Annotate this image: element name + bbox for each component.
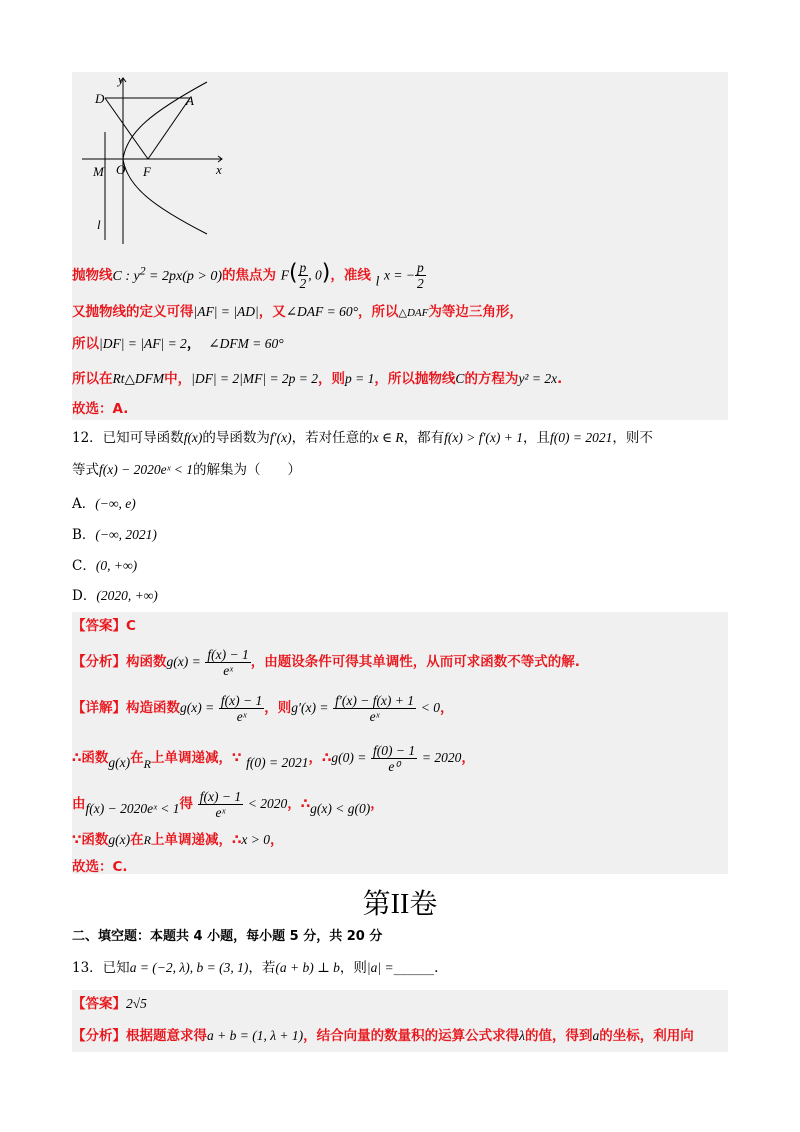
sol12-detail-2: ∴函数g(x)在R上单调递减，∵ f(0) = 2021，∴g(0) = $\frac{f(0) - 1}{\text{e⁰}}$ = 2020， bbox=[72, 742, 475, 774]
q12-option-d: D．(2020, +∞) bbox=[72, 588, 158, 604]
q12-option-a: A．(−∞, e) bbox=[72, 496, 136, 512]
section-title: 第II卷 bbox=[362, 889, 438, 920]
label-M: M bbox=[93, 164, 104, 179]
sol12-detail-5: 故选：C. bbox=[72, 859, 128, 875]
q12-option-b: B．(−∞, 2021) bbox=[72, 527, 157, 543]
sol11-line1: 抛物线C : $y^2 = 2px(p > 0)$的焦点为 F( $\frac{p}{2}$ , 0)，准线 l x = − $\frac{p}{2}$ bbox=[72, 260, 424, 292]
sol12-analysis: 【分析】构函数g(x) = $\frac{f(x) - 1}{\text{eˣ}}$ ，由题设条件可得其单调性，从而可求函数不等式的解. bbox=[72, 646, 580, 678]
sol11-line4: 所以在Rt△DFM中，|DF| = 2|MF| = 2p = 2，则p = 1，所以抛物线C的方程为y² = 2x. bbox=[72, 371, 563, 387]
label-D: D bbox=[95, 91, 105, 106]
sol12-detail-1: 【详解】构造函数g(x) = $\frac{f(x) - 1}{\text{eˣ}}$ ，则g′(x) = $\frac{f'(x) - f(x) + 1}{\text{eˣ}}$ < 0， bbox=[72, 692, 454, 724]
part2-heading: 二、填空题：本题共 4 小题，每小题 5 分，共 20 分 bbox=[72, 929, 383, 944]
sol13-analysis: 【分析】根据题意求得a + b = (1, λ + 1)，结合向量的数量积的运算公式求得λ的值，得到a的坐标，利用向 bbox=[72, 1028, 694, 1044]
label-F: F bbox=[143, 164, 151, 179]
sol12-detail-4: ∵函数g(x)在R上单调递减，∴x > 0， bbox=[72, 832, 284, 848]
sol13-answer: 【答案】2√5 bbox=[72, 996, 147, 1012]
parabola-figure bbox=[82, 72, 242, 244]
label-x: x bbox=[216, 162, 222, 177]
sol11-line2: 又抛物线的定义可得|AF| = |AD|，又∠DAF = 60°，所以△DAF为等边三角形， bbox=[72, 304, 523, 320]
sol12-detail-3: 由f(x) − 2020eˣ < 1得 $\frac{f(x) - 1}{\text{eˣ}}$ < 2020，∴g(x) < g(0)， bbox=[72, 788, 384, 820]
label-y: y bbox=[118, 72, 124, 87]
sol11-line5: 故选：A. bbox=[72, 401, 129, 417]
q13-line: 13．已知a = (−2, λ), b = (3, 1)，若(a + b) ⊥ b，则|a| =______. bbox=[72, 960, 439, 976]
label-A: A bbox=[186, 93, 194, 108]
sol12-answer: 【答案】C bbox=[72, 618, 136, 634]
label-l: l bbox=[97, 217, 101, 232]
label-O: O bbox=[116, 162, 126, 177]
sol11-line3: 所以|DF| = |AF| = 2， ∠DFM = 60° bbox=[72, 336, 284, 352]
q12-line1: 12．已知可导函数f(x)的导函数为f′(x)，若对任意的x ∈ R，都有f(x) > f′(x) + 1，且f(0) = 2021，则不 bbox=[72, 430, 653, 446]
q12-line2: 等式f(x) − 2020eˣ < 1的解集为（ ） bbox=[72, 462, 302, 478]
q12-option-c: C．(0, +∞) bbox=[72, 558, 138, 574]
